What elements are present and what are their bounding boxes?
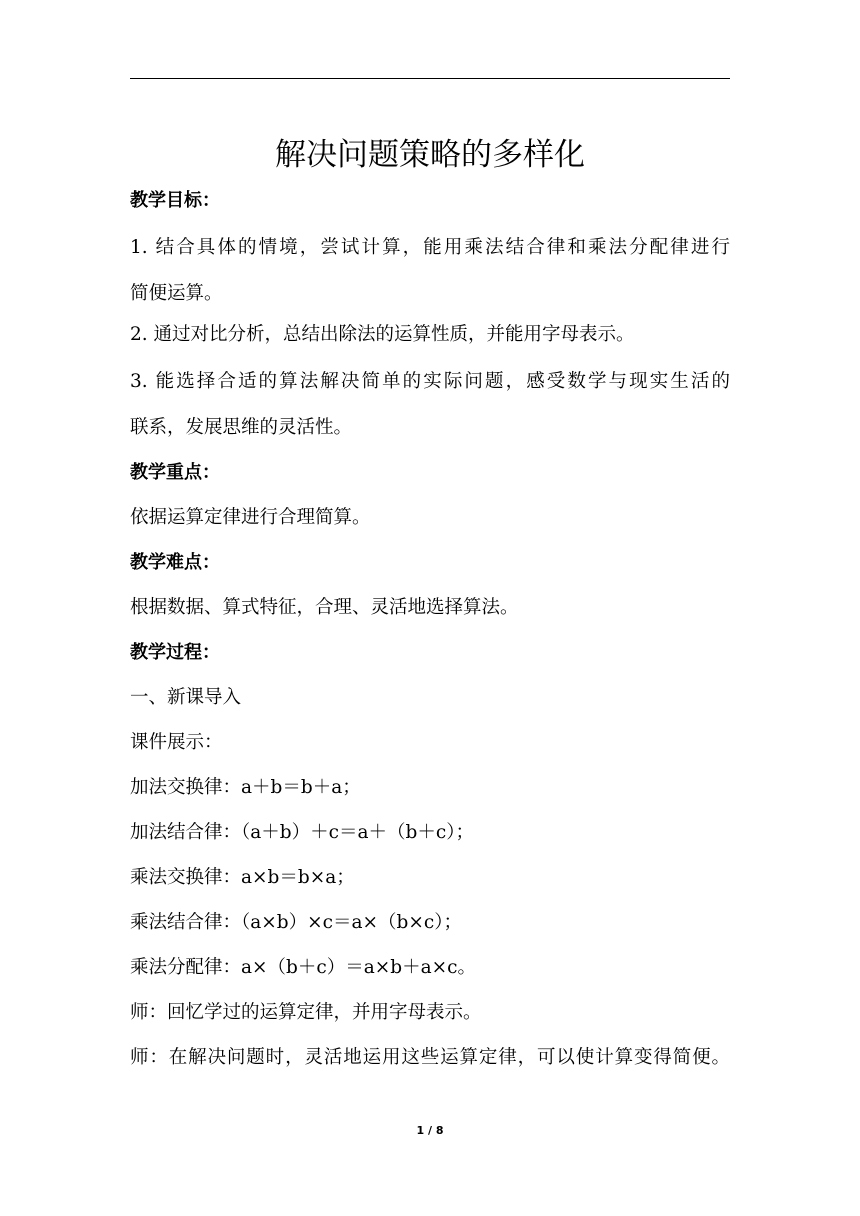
- objective-1-line-1: 1. 结合具体的情境，尝试计算，能用乘法结合律和乘法分配律进行: [130, 237, 730, 258]
- courseware-label: 课件展示：: [130, 732, 223, 753]
- difficulties-text: 根据数据、算式特征，合理、灵活地选择算法。: [130, 597, 519, 618]
- teacher-line-2: 师：在解决问题时，灵活地运用这些运算定律，可以使计算变得简便。: [130, 1047, 730, 1068]
- objective-3-line-1: 3. 能选择合适的算法解决简单的实际问题，感受数学与现实生活的: [130, 371, 730, 392]
- page-number: 1 / 8: [416, 1124, 444, 1137]
- objective-3-line-2: 联系，发展思维的灵活性。: [130, 417, 353, 438]
- header-rule: [130, 78, 730, 79]
- law-mul-distributive: 乘法分配律：a×（b＋c）＝a×b＋a×c。: [130, 957, 476, 978]
- objective-2: 2. 通过对比分析，总结出除法的运算性质，并能用字母表示。: [130, 324, 635, 345]
- law-add-commutative: 加法交换律：a＋b＝b＋a；: [130, 777, 361, 798]
- process-heading: 教学过程：: [130, 642, 220, 663]
- law-mul-commutative: 乘法交换律：a×b＝b×a；: [130, 867, 355, 888]
- objective-1-line-2: 简便运算。: [130, 283, 223, 304]
- key-points-heading: 教学重点：: [130, 462, 220, 483]
- key-points-text: 依据运算定律进行合理简算。: [130, 507, 371, 528]
- law-mul-associative: 乘法结合律：（a×b）×c＝a×（b×c）；: [130, 912, 462, 933]
- law-add-associative: 加法结合律：（a＋b）＋c＝a＋（b＋c）；: [130, 822, 474, 843]
- page-title: 解决问题策略的多样化: [275, 137, 585, 173]
- process-part-1: 一、新课导入: [130, 687, 242, 708]
- objectives-heading: 教学目标：: [130, 190, 220, 211]
- teacher-line-1: 师：回忆学过的运算定律，并用字母表示。: [130, 1002, 482, 1023]
- difficulties-heading: 教学难点：: [130, 552, 220, 573]
